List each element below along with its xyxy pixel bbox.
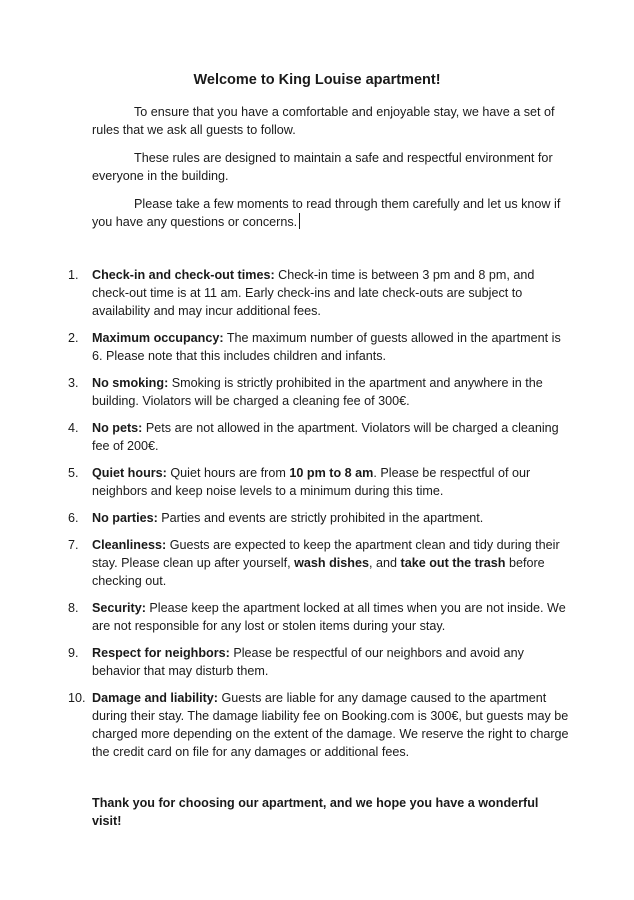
- rule-text-after: . Please be respectful of our neighbors and keep noise levels to a minimum during this time.: [92, 466, 531, 498]
- rule-number: 5.: [68, 466, 79, 480]
- rule-number: 9.: [68, 646, 79, 660]
- rule-security: [68, 599, 570, 635]
- rule-number: 1.: [68, 268, 79, 282]
- rule-text: Please be respectful of our neighbors and avoid any behavior that may disturb them.: [92, 646, 524, 678]
- text-cursor: [299, 213, 300, 229]
- rule-text: The maximum number of guests allowed in the apartment is 6. Please note that this includes children and infants.: [92, 331, 561, 363]
- rule-number: 6.: [68, 511, 79, 525]
- rule-heading: Check-in and check-out times:: [92, 268, 275, 282]
- rule-heading: Damage and liability:: [92, 691, 218, 705]
- rule-number: 3.: [68, 376, 79, 390]
- rule-bold-hours: 10 pm to 8 am: [289, 466, 374, 480]
- rule-heading: Maximum occupancy:: [92, 331, 224, 345]
- rule-check-in-out: [68, 266, 570, 320]
- rule-bold-trash: take out the trash: [400, 556, 506, 570]
- rule-number: 10.: [68, 691, 86, 705]
- rule-cleanliness: [68, 536, 570, 590]
- rule-number: 2.: [68, 331, 79, 345]
- rule-max-occupancy: [68, 329, 570, 365]
- rule-heading: Quiet hours:: [92, 466, 167, 480]
- rule-text-mid: , and: [368, 556, 397, 570]
- rule-no-smoking: [68, 374, 570, 410]
- intro-paragraph-1-text: To ensure that you have a comfortable and enjoyable stay, we have a set of rules that we ask all guests to follow.: [92, 105, 555, 137]
- rule-text: Guests are liable for any damage caused to the apartment during their stay. The damage liability fee on Booking.com is 300€, but guests may be charged more depending on the extent of the damage. We reserve the right to charge the credit card on file for any damages or additional fees.: [92, 691, 569, 759]
- rule-heading: No smoking:: [92, 376, 169, 390]
- rule-text-before: Guests are expected to keep the apartment clean and tidy during their stay. Please clean up after yourself,: [92, 538, 560, 570]
- rule-text-before: Quiet hours are from: [170, 466, 286, 480]
- rule-number: 7.: [68, 538, 79, 552]
- rule-heading: Cleanliness:: [92, 538, 167, 552]
- rule-quiet-hours: [68, 464, 570, 500]
- rule-heading: No pets:: [92, 421, 143, 435]
- intro-paragraph-2: [92, 149, 570, 185]
- intro-paragraph-2-text: These rules are designed to maintain a safe and respectful environment for everyone in the building.: [92, 151, 553, 183]
- rule-no-pets: [68, 419, 570, 455]
- intro-paragraph-3: [92, 195, 570, 231]
- rule-heading: No parties:: [92, 511, 158, 525]
- rule-text: Check-in time is between 3 pm and 8 pm, and check-out time is at 11 am. Early check-ins and late check-outs are subject to availability and may incur additional fees.: [92, 268, 535, 318]
- intro-paragraph-1: [92, 103, 570, 139]
- rule-text-after: before checking out.: [92, 556, 545, 588]
- rule-damage-liability: [68, 689, 570, 761]
- rule-number: 4.: [68, 421, 79, 435]
- rule-text: Parties and events are strictly prohibited in the apartment.: [161, 511, 484, 525]
- rule-bold-dishes: wash dishes: [294, 556, 369, 570]
- rule-respect-neighbors: [68, 644, 570, 680]
- rules-list: [68, 266, 570, 770]
- rule-heading: Security:: [92, 601, 146, 615]
- page-title: Welcome to King Louise apartment!: [193, 72, 441, 88]
- rule-text: Smoking is strictly prohibited in the apartment and anywhere in the building. Violators will be charged a cleaning fee of 300€.: [92, 376, 543, 408]
- rule-heading: Respect for neighbors:: [92, 646, 230, 660]
- rule-no-parties: [68, 509, 570, 527]
- rule-text: Pets are not allowed in the apartment. Violators will be charged a cleaning fee of 200€.: [92, 421, 559, 453]
- intro-paragraph-3-text: Please take a few moments to read through them carefully and let us know if you have any questions or concerns.: [92, 197, 561, 229]
- rule-number: 8.: [68, 601, 79, 615]
- rule-text: Please keep the apartment locked at all times when you are not inside. We are not responsible for any lost or stolen items during your stay.: [92, 601, 566, 633]
- closing-message: Thank you for choosing our apartment, and we hope you have a wonderful visit!: [92, 796, 539, 828]
